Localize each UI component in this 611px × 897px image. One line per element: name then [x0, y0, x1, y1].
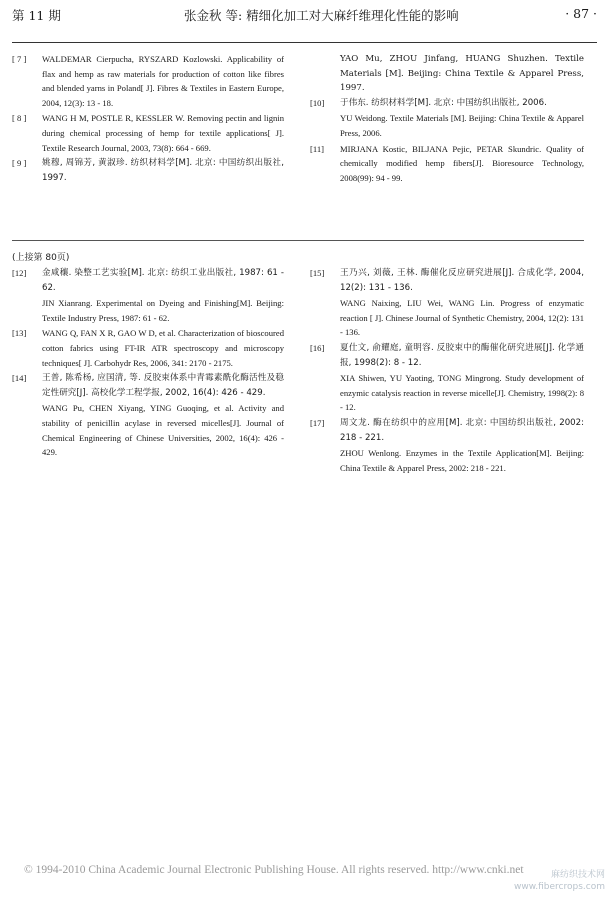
site-watermark	[514, 869, 605, 893]
reference-item	[12, 156, 284, 185]
copyright-footer: © 1994-2010 China Academic Journal Electronic Publishing House. All rights reserved. http://www.cnki.net	[24, 864, 524, 876]
reference-number: [17]	[310, 417, 325, 428]
references-top-right	[310, 52, 584, 185]
reference-number: [14]	[12, 373, 27, 384]
reference-item	[12, 52, 284, 110]
reference-number: [12]	[12, 268, 27, 278]
reference-english: JIN Xianrang. Experimental on Dyeing and Finishing[M]. Beijing: Textile Industry Press, 1987: 61 - 62.	[42, 298, 284, 323]
reference-item	[12, 371, 284, 460]
reference-item	[310, 341, 584, 415]
reference-chinese: 王乃兴, 刘薇, 王林. 酶催化反应研究进展[J]. 合成化学, 2004, 12(2): 131 - 136.	[340, 268, 584, 293]
references-bottom-left	[12, 266, 284, 460]
reference-number: [ 8 ]	[12, 113, 27, 124]
reference-item	[310, 96, 584, 141]
references-bottom-right	[310, 266, 584, 475]
reference-english: MIRJANA Kostic, BILJANA Pejic, PETAR Skundric. Quality of chemically modified hemp fibers[J]. Bioresource Technology, 2008(99): 94 - 99.	[340, 143, 584, 183]
reference-english: WALDEMAR Cierpucha, RYSZARD Kozlowski. Applicability of flax and hemp as raw materials for production of cotton like fibres and blended yarns in Poland[ J]. Fibres & Textiles in Eastern Europe, 2004, 12(3): 13 - 18.	[42, 54, 284, 108]
watermark-line-2: www.fibercrops.com	[514, 882, 605, 892]
reference-chinese: 姚穆, 周锦芳, 黄淑珍. 纺织材料学[M]. 北京: 中国纺织出版社, 1997.	[42, 158, 284, 183]
reference-english: WANG Naixing, LIU Wei, WANG Lin. Progress of enzymatic reaction [ J]. Chinese Journal of Synthetic Chemistry, 2004, 12(2): 131 - 136.	[340, 298, 584, 338]
reference-english: WANG Q, FAN X R, GAO W D, et al. Characterization of bioscoured cotton fabrics using FT-IR ATR spectroscopy and microscopy techniques[ J]. Carbohydr Res, 2006, 341: 2170 - 2175.	[42, 328, 284, 368]
reference-number: [15]	[310, 268, 325, 278]
reference-number: [13]	[12, 328, 27, 339]
references-top-left	[12, 52, 284, 185]
reference-english: ZHOU Wenlong. Enzymes in the Textile Application[M]. Beijing: China Textile & Apparel Press, 2002: 218 - 221.	[340, 448, 584, 473]
reference-chinese: 王普, 陈希杨, 应国清, 等. 反胶束体系中青霉素酰化酶活性及稳定性研究[J]. 高校化学工程学报, 2002, 16(4): 426 - 429.	[42, 373, 284, 398]
reference-number: [11]	[310, 143, 324, 154]
reference-item	[12, 266, 284, 325]
reference-chinese: 周文龙. 酶在纺织中的应用[M]. 北京: 中国纺织出版社, 2002: 218 - 221.	[340, 417, 584, 443]
reference-continuation	[310, 52, 584, 96]
reference-item	[310, 142, 584, 186]
header-rule	[12, 42, 597, 43]
watermark-line-1: 麻纺织技术网	[550, 870, 605, 880]
reference-number: [ 9 ]	[12, 158, 27, 169]
page-number: · 87 ·	[565, 6, 597, 21]
reference-english: XIA Shiwen, YU Yaoting, TONG Mingrong. Study development of enzymic catalysis reaction in reverse micelle[J]. Chemistry, 1998(2): 8 - 12.	[340, 373, 584, 413]
section-divider	[12, 240, 584, 241]
reference-item	[12, 326, 284, 370]
reference-number: [16]	[310, 342, 325, 353]
reference-chinese: 于伟东. 纺织材料学[M]. 北京: 中国纺织出版社, 2006.	[340, 97, 547, 108]
reference-english: YU Weidong. Textile Materials [M]. Beijing: China Textile & Apparel Press, 2006.	[340, 113, 584, 138]
reference-item	[310, 266, 584, 340]
reference-number: [ 7 ]	[12, 54, 27, 64]
reference-item	[12, 111, 284, 155]
continued-from-label: (上接第 80页)	[12, 253, 70, 263]
reference-item	[310, 416, 584, 475]
reference-english: WANG Pu, CHEN Xiyang, YING Guoqing, et al. Activity and stability of penicillin acylase in reversed micelles[J]. Journal of Chemical Engineering of Chinese Universities, 2002, 16(4): 426 - 429.	[42, 403, 284, 458]
reference-english: WANG H M, POSTLE R, KESSLER W. Removing pectin and lignin during chemical processing of hemp for textile applications[ J]. Textile Research Journal, 2003, 73(8): 664 - 669.	[42, 113, 284, 153]
issue-number: 第 11 期	[12, 8, 61, 23]
reference-english: YAO Mu, ZHOU Jinfang, HUANG Shuzhen. Textile Materials [M]. Beijing: China Textile & Apparel Press, 1997.	[340, 54, 584, 94]
reference-chinese: 夏仕文, 俞耀庭, 童明容. 反胶束中的酶催化研究进展[J]. 化学通报, 1998(2): 8 - 12.	[340, 342, 584, 368]
running-header	[12, 4, 597, 26]
reference-number: [10]	[310, 97, 325, 108]
running-title: 张金秋 等: 精细化加工对大麻纤维理化性能的影响	[184, 8, 459, 23]
reference-chinese: 金咸穰. 染整工艺实验[M]. 北京: 纺织工业出版社, 1987: 61 - 62.	[42, 268, 284, 293]
